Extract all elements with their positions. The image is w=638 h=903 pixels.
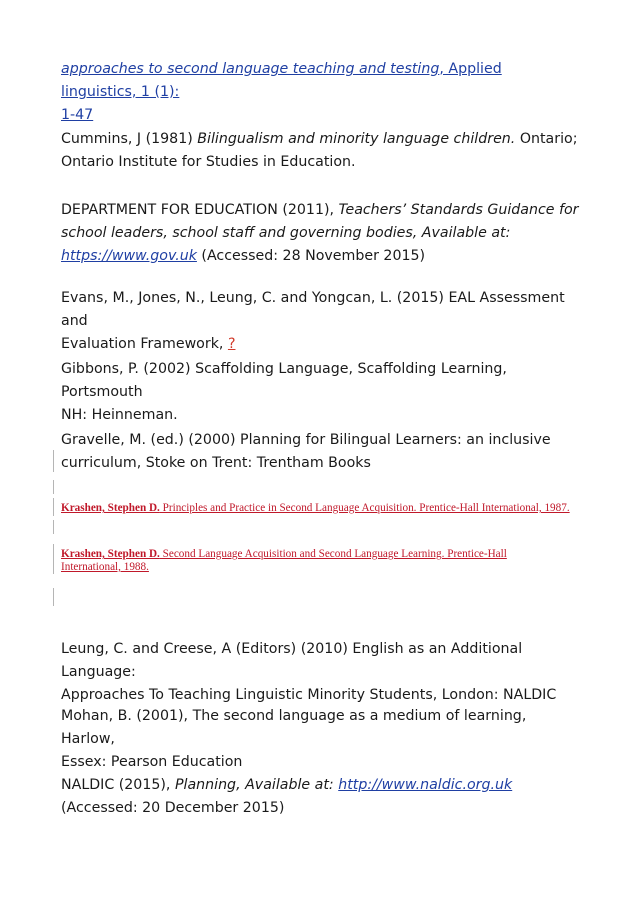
change-bar	[53, 544, 54, 574]
reference-dfe: DEPARTMENT FOR EDUCATION (2011), Teachers’ Standards Guidance for school leaders, school staff and governing bodies, Available at: https://www.gov.uk (Accessed: 28 November 2015)	[61, 202, 579, 264]
reference-naldic: NALDIC (2015), Planning, Available at: http://www.naldic.org.uk (Accessed: 20 December 2015)	[61, 777, 513, 816]
gov-uk-link[interactable]: https://www.gov.uk	[61, 248, 197, 264]
reference-krashen-1987	[61, 502, 601, 515]
reference-gibbons: Gibbons, P. (2002) Scaffolding Language, Scaffolding Learning, Portsmouth NH: Heinneman.	[61, 361, 507, 423]
naldic-link[interactable]: http://www.naldic.org.uk	[338, 777, 513, 793]
change-bar	[53, 520, 54, 534]
change-bar	[53, 450, 54, 472]
reference-krashen-1988	[61, 548, 601, 574]
reference-cummins: Cummins, J (1981) Bilingualism and minority language children. Ontario; Ontario Institute for Studies in Education.	[61, 131, 578, 170]
reference-gravelle: Gravelle, M. (ed.) (2000) Planning for Bilingual Learners: an inclusive curriculum, Stoke on Trent: Trentham Books	[61, 432, 551, 471]
krashen-1987-link[interactable]: Krashen, Stephen D. Principles and Practice in Second Language Acquisition. Prentice-Hall International, 1987.	[61, 502, 570, 514]
change-bar	[53, 588, 54, 606]
krashen-1988-link[interactable]: Krashen, Stephen D. Second Language Acquisition and Second Language Learning. Prentice-Hall International, 1988.	[61, 548, 507, 573]
reference-leung: Leung, C. and Creese, A (Editors) (2010) English as an Additional Language: Approaches To Teaching Linguistic Minority Students, London: NALDIC	[61, 641, 557, 703]
reference-mohan: Mohan, B. (2001), The second language as a medium of learning, Harlow, Essex: Pearson Education	[61, 708, 527, 770]
reference-link[interactable]: approaches to second language teaching and testing, Applied linguistics, 1 (1):	[61, 61, 502, 100]
reference-evans: Evans, M., Jones, N., Leung, C. and Yongcan, L. (2015) EAL Assessment and Evaluation Framework, ?	[61, 290, 565, 352]
change-bar	[53, 498, 54, 516]
missing-link[interactable]: ?	[227, 336, 236, 352]
change-bar	[53, 480, 54, 494]
reference-pages-link[interactable]: 1-47	[61, 107, 94, 123]
reference-approaches	[61, 58, 581, 127]
